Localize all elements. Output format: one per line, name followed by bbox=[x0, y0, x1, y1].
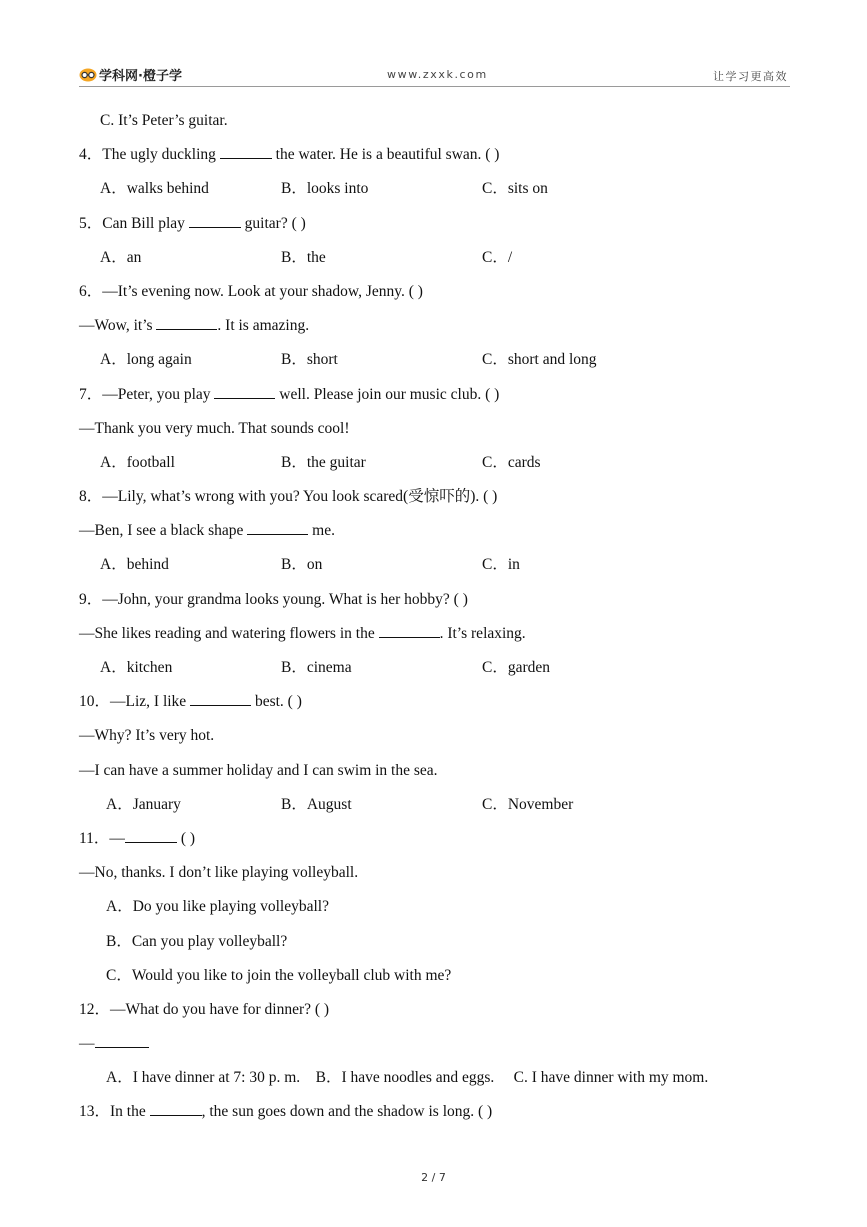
option-a: A．January bbox=[106, 795, 181, 813]
option-c: C．short and long bbox=[482, 351, 597, 369]
option-b: B．cinema bbox=[281, 659, 352, 676]
option-c: C．in bbox=[482, 556, 520, 574]
answer-blank bbox=[125, 827, 177, 843]
option-a: A．kitchen bbox=[100, 659, 173, 676]
q8-options bbox=[100, 553, 794, 587]
q11-response: —No, thanks. I don’t like playing volleyball. bbox=[79, 864, 359, 882]
q11-option-b: B．Can you play volleyball? bbox=[106, 932, 288, 950]
q5-stem: 5．Can Bill play guitar? ( ) bbox=[79, 212, 794, 246]
q6-stem: 6．—It’s evening now. Look at your shadow, Jenny. ( ) bbox=[79, 282, 423, 300]
option-b: B．August bbox=[281, 795, 352, 813]
site-url: www.zxxk.com bbox=[387, 68, 488, 81]
question-list bbox=[79, 109, 794, 1135]
q11-option-a: A．Do you like playing volleyball? bbox=[106, 898, 329, 916]
q9-stem: 9．—John, your grandma looks young. What is her hobby? ( ) bbox=[79, 590, 468, 608]
site-slogan: 让学习更高效 bbox=[713, 70, 788, 83]
q7-options bbox=[100, 451, 794, 485]
option-a: A．long again bbox=[100, 351, 192, 369]
q6-response: —Wow, it’s . It is amazing. bbox=[79, 314, 794, 348]
q9-options bbox=[100, 656, 794, 690]
logo-text: 学科网·橙子学 bbox=[99, 69, 182, 84]
page-header bbox=[79, 64, 790, 87]
option-c: C．November bbox=[482, 795, 574, 813]
answer-blank bbox=[379, 622, 440, 638]
answer-blank bbox=[247, 519, 308, 535]
q5-options bbox=[100, 246, 794, 280]
page-number: 2 / 7 bbox=[421, 1171, 446, 1184]
q4-stem: 4．The ugly duckling the water. He is a beautiful swan. ( ) bbox=[79, 143, 794, 177]
option-c: C．sits on bbox=[482, 180, 548, 198]
q12-options: A．I have dinner at 7: 30 p. m. B．I have noodles and eggs. C. I have dinner with my mom. bbox=[106, 1069, 709, 1087]
q4-options bbox=[100, 177, 794, 211]
answer-blank bbox=[156, 314, 217, 330]
q12-response: — bbox=[79, 1032, 794, 1066]
option-b: B．looks into bbox=[281, 180, 369, 198]
q6-options bbox=[100, 348, 794, 382]
q3-option-c: C. It’s Peter’s guitar. bbox=[100, 112, 228, 129]
option-b: B．the guitar bbox=[281, 453, 366, 471]
option-c: C．cards bbox=[482, 453, 541, 471]
q8-response: —Ben, I see a black shape me. bbox=[79, 519, 794, 553]
option-a: A．football bbox=[100, 453, 175, 471]
q11-option-c: C．Would you like to join the volleyball club with me? bbox=[106, 966, 452, 984]
answer-blank bbox=[150, 1100, 202, 1116]
option-a: A．an bbox=[100, 248, 142, 266]
answer-blank bbox=[95, 1032, 149, 1048]
answer-blank bbox=[220, 143, 272, 159]
answer-blank bbox=[189, 212, 241, 228]
q8-stem: 8．—Lily, what’s wrong with you? You look scared(受惊吓的). ( ) bbox=[79, 488, 498, 506]
option-b: B．short bbox=[281, 351, 338, 369]
option-b: B．on bbox=[281, 556, 323, 574]
q12-stem: 12．—What do you have for dinner? ( ) bbox=[79, 1000, 330, 1018]
option-b: B．the bbox=[281, 248, 326, 266]
logo-icon bbox=[79, 68, 97, 82]
q9-response: —She likes reading and watering flowers in the . It’s relaxing. bbox=[79, 622, 794, 656]
q7-response: —Thank you very much. That sounds cool! bbox=[79, 419, 350, 437]
option-c: C．/ bbox=[482, 248, 513, 266]
q13-stem: 13．In the , the sun goes down and the shadow is long. ( ) bbox=[79, 1100, 794, 1134]
answer-blank bbox=[190, 690, 251, 706]
q7-stem: 7．—Peter, you play well. Please join our music club. ( ) bbox=[79, 383, 794, 417]
option-a: A．walks behind bbox=[100, 180, 209, 198]
option-c: C．garden bbox=[482, 659, 551, 676]
q10-response-2: —I can have a summer holiday and I can swim in the sea. bbox=[79, 761, 438, 779]
site-logo bbox=[79, 65, 182, 84]
q10-response-1: —Why? It’s very hot. bbox=[79, 727, 215, 745]
q11-stem: 11．— ( ) bbox=[79, 827, 794, 861]
option-a: A．behind bbox=[100, 556, 169, 574]
answer-blank bbox=[214, 383, 275, 399]
q10-stem: 10．—Liz, I like best. ( ) bbox=[79, 690, 794, 724]
q10-options bbox=[106, 793, 794, 827]
